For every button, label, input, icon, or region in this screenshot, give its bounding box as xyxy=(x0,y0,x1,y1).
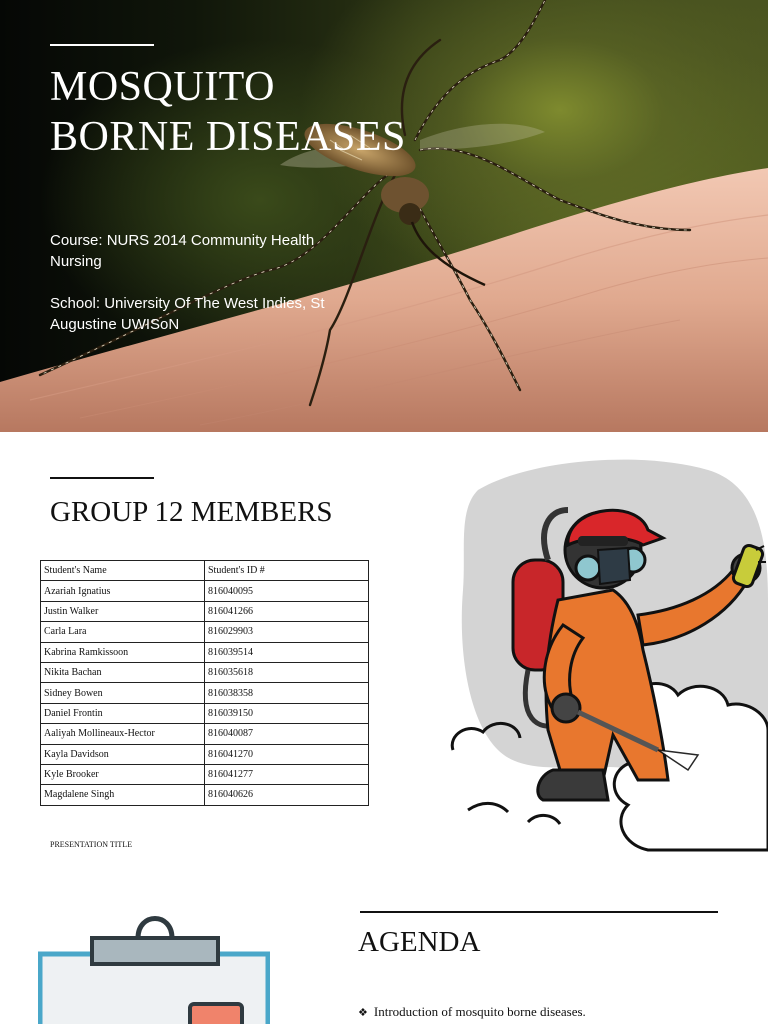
presentation-title-footer: PRESENTATION TITLE xyxy=(50,840,133,849)
agenda-title: AGENDA xyxy=(358,926,481,958)
members-title: GROUP 12 MEMBERS xyxy=(50,496,333,528)
student-id: 816038358 xyxy=(205,683,369,703)
members-accent-rule xyxy=(50,477,154,479)
student-id: 816040087 xyxy=(205,724,369,744)
student-name: Aaliyah Mollineaux-Hector xyxy=(41,724,205,744)
diamond-bullet-icon: ❖ xyxy=(358,1007,368,1019)
header-student-name: Student's Name xyxy=(41,561,205,581)
agenda-slide xyxy=(0,864,768,1024)
course-info xyxy=(50,230,350,356)
student-name: Carla Lara xyxy=(41,622,205,642)
header-student-id: Student's ID # xyxy=(205,561,369,581)
agenda-accent-rule xyxy=(360,911,718,913)
table-row xyxy=(41,642,369,662)
school-text: School: University Of The West Indies, St Augustine UWISoN xyxy=(50,295,325,333)
student-name: Magdalene Singh xyxy=(41,785,205,805)
student-name: Kabrina Ramkissoon xyxy=(41,642,205,662)
title-line-1: MOSQUITO xyxy=(50,64,275,110)
table-row xyxy=(41,601,369,621)
student-id: 816041266 xyxy=(205,601,369,621)
student-name: Nikita Bachan xyxy=(41,662,205,682)
student-id: 816029903 xyxy=(205,622,369,642)
student-id: 816041277 xyxy=(205,764,369,784)
student-id: 816040095 xyxy=(205,581,369,601)
student-id: 816035618 xyxy=(205,662,369,682)
student-name: Daniel Frontin xyxy=(41,703,205,723)
student-id: 816041270 xyxy=(205,744,369,764)
student-name: Kyle Brooker xyxy=(41,764,205,784)
student-name: Justin Walker xyxy=(41,601,205,621)
table-header-row xyxy=(41,561,369,581)
title-accent-rule xyxy=(50,44,154,46)
student-id: 816040626 xyxy=(205,785,369,805)
slide-title xyxy=(50,62,406,162)
table-row xyxy=(41,622,369,642)
student-id: 816039150 xyxy=(205,703,369,723)
agenda-item xyxy=(358,1004,586,1020)
table-row xyxy=(41,581,369,601)
table-row xyxy=(41,785,369,805)
title-slide xyxy=(0,0,768,432)
table-row xyxy=(41,683,369,703)
student-id: 816039514 xyxy=(205,642,369,662)
agenda-item-text: Introduction of mosquito borne diseases. xyxy=(373,1004,586,1019)
table-row xyxy=(41,744,369,764)
course-text: Course: NURS 2014 Community Health Nursing xyxy=(50,232,315,270)
student-name: Sidney Bowen xyxy=(41,683,205,703)
table-row xyxy=(41,764,369,784)
table-row xyxy=(41,703,369,723)
clipboard-icon xyxy=(38,916,270,1024)
table-row xyxy=(41,662,369,682)
members-table xyxy=(40,560,369,806)
student-name: Kayla Davidson xyxy=(41,744,205,764)
group-members-slide xyxy=(0,432,768,864)
table-row xyxy=(41,724,369,744)
pest-control-sprayer-illustration xyxy=(438,450,768,860)
student-name: Azariah Ignatius xyxy=(41,581,205,601)
title-line-2: BORNE DISEASES xyxy=(50,114,406,160)
